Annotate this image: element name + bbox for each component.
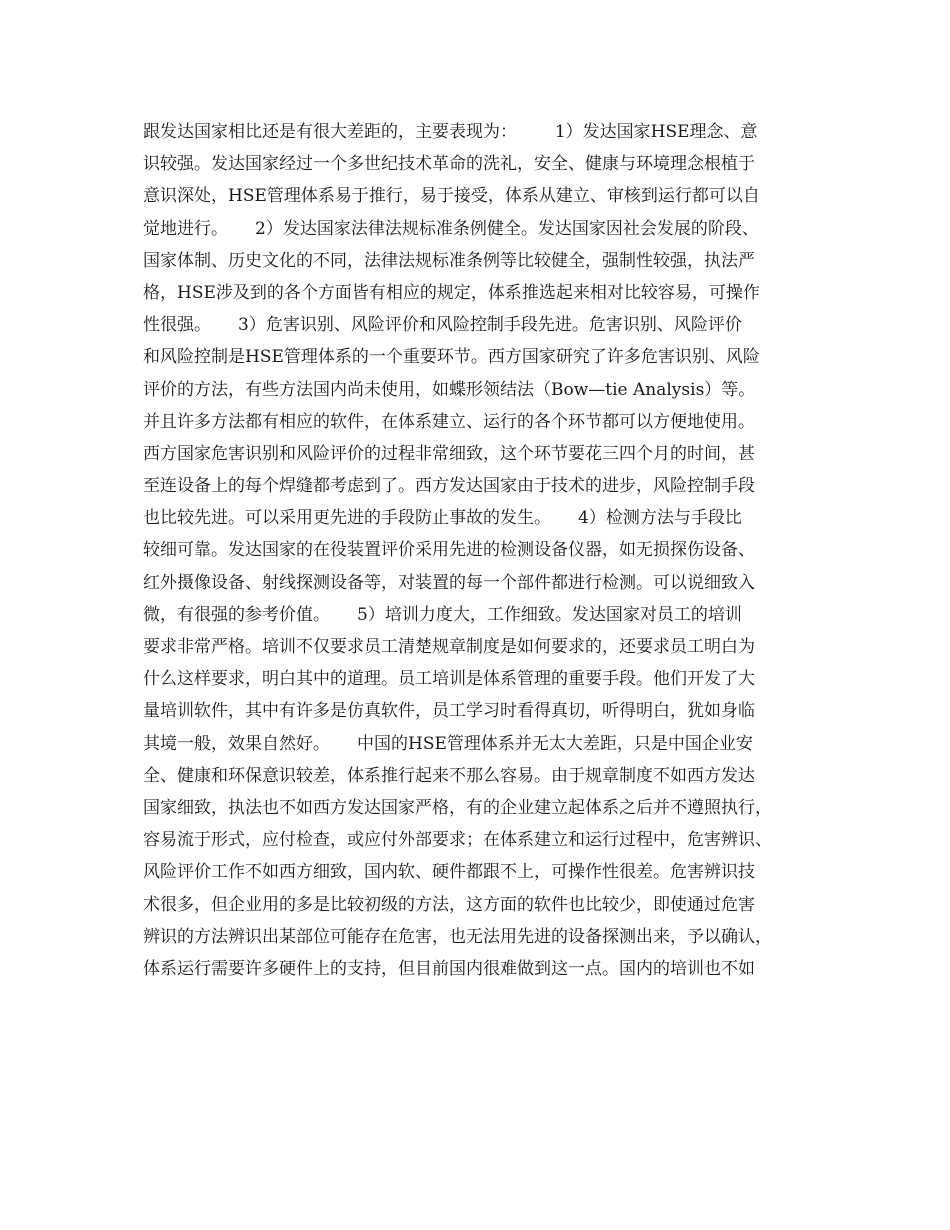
text-line: 和风险控制是HSE管理体系的一个重要环节。西方国家研究了许多危害识别、风险: [143, 347, 760, 368]
text-line: 要求非常严格。培训不仅要求员工清楚规章制度是如何要求的，还要求员工明白为: [143, 637, 755, 657]
text-line: 觉地进行。 2）发达国家法律法规标准条例健全。发达国家因社会发展的阶段、: [143, 218, 759, 239]
text-line: 其境一般，效果自然好。 中国的HSE管理体系并无太大差距，只是中国企业安: [143, 733, 753, 754]
text-line: 识较强。发达国家经过一个多世纪技术革命的洗礼，安全、健康与环境理念根植于: [143, 154, 755, 175]
text-line: 跟发达国家相比还是有很大差距的，主要表现为： 1）发达国家HSE理念、意: [143, 122, 758, 142]
text-line: 微，有很强的参考价值。 5）培训力度大，工作细致。发达国家对员工的培训: [143, 604, 742, 625]
text-line: 评价的方法，有些方法国内尚未使用，如蝶形领结法（Bow—tie Analysis）等。: [143, 379, 756, 400]
text-line: 容易流于形式，应付检查，或应付外部要求；在体系建立和运行过程中，危害辨识、: [143, 830, 772, 851]
text-line: 量培训软件，其中有许多是仿真软件，员工学习时看得真切，听得明白，犹如身临: [143, 701, 755, 722]
text-line: 格，HSE涉及到的各个方面皆有相应的规定，体系推选起来相对比较容易，可操作: [143, 282, 760, 303]
text-line: 全、健康和环保意识较差，体系推行起来不那么容易。由于规章制度不如西方发达: [143, 765, 755, 786]
body-text: [143, 116, 823, 985]
text-line: 性很强。 3）危害识别、风险评价和风险控制手段先进。危害识别、风险评价: [143, 315, 742, 336]
text-line: 国家体制、历史文化的不同，法律法规标准条例等比较健全，强制性较强，执法严: [143, 250, 755, 271]
text-line: 国家细致，执法也不如西方发达国家严格，有的企业建立起体系之后并不遵照执行，: [143, 797, 772, 818]
text-line: 较细可靠。发达国家的在役装置评价采用先进的检测设备仪器，如无损探伤设备、: [143, 540, 755, 561]
text-line: 什么这样要求，明白其中的道理。员工培训是体系管理的重要手段。他们开发了大: [143, 669, 755, 690]
text-line: 风险评价工作不如西方细致，国内软、硬件都跟不上，可操作性很差。危害辨识技: [143, 862, 755, 883]
text-line: 并且许多方法都有相应的软件，在体系建立、运行的各个环节都可以方便地使用。: [143, 411, 755, 432]
text-line: 西方国家危害识别和风险评价的过程非常细致，这个环节要花三四个月的时间，甚: [143, 443, 755, 464]
text-line: 辨识的方法辨识出某部位可能存在危害，也无法用先进的设备探测出来，予以确认，: [143, 926, 772, 947]
text-line: 也比较先进。可以采用更先进的手段防止事故的发生。 4）检测方法与手段比: [143, 508, 742, 529]
text-line: 体系运行需要许多硬件上的支持，但目前国内很难做到这一点。国内的培训也不如: [143, 958, 755, 979]
text-line: 至连设备上的每个焊缝都考虑到了。西方发达国家由于技术的进步，风险控制手段: [143, 476, 755, 497]
text-line: 意识深处，HSE管理体系易于推行，易于接受，体系从建立、审核到运行都可以自: [143, 186, 760, 207]
text-line: 术很多，但企业用的多是比较初级的方法，这方面的软件也比较少，即使通过危害: [143, 894, 755, 915]
text-line: 红外摄像设备、射线探测设备等，对装置的每一个部件都进行检测。可以说细致入: [143, 572, 755, 593]
